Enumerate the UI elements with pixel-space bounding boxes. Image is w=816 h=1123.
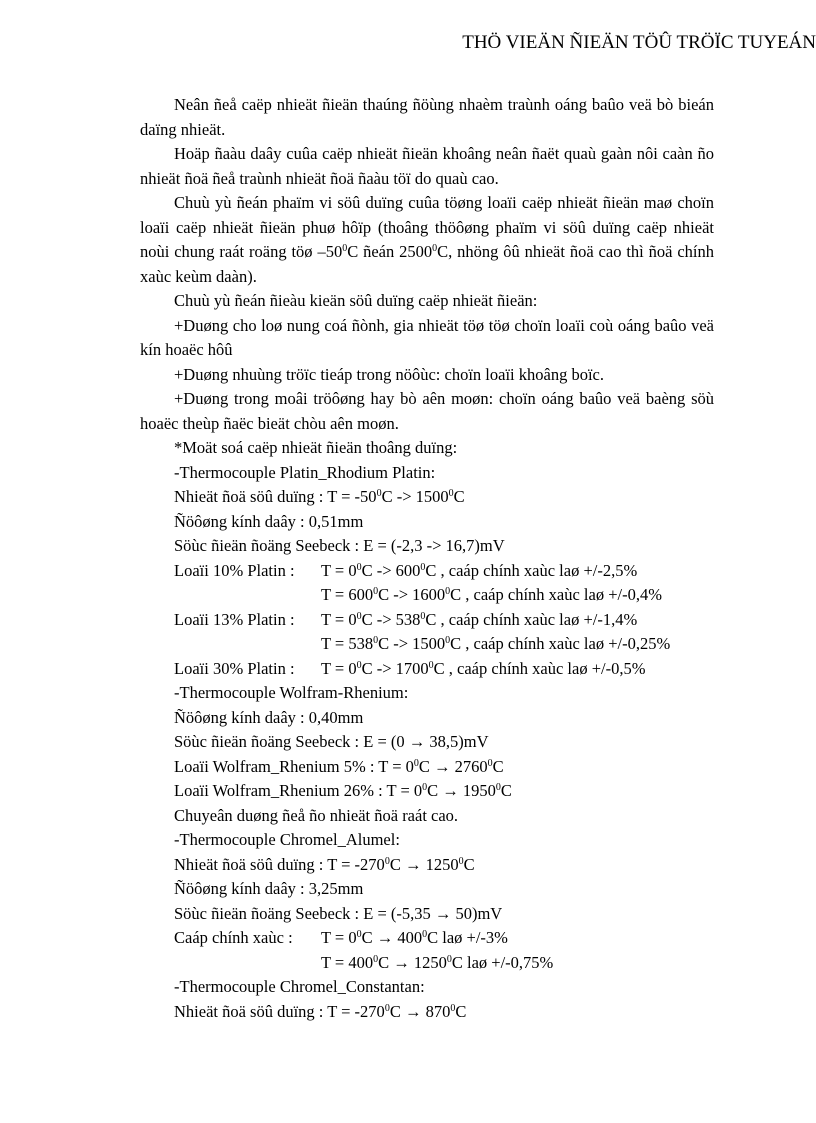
spec-line: Söùc ñieän ñoäng Seebeck : E = (-5,35 → 50)mV (174, 903, 503, 923)
degree-sup: 0 (384, 855, 390, 867)
degree-sup: 0 (446, 953, 452, 965)
spec-row (140, 926, 714, 951)
spec-label-empty (174, 632, 321, 657)
degree-sup: 0 (458, 855, 464, 867)
degree-sup: 0 (356, 561, 362, 573)
spec-line: Ñöôøng kính daây : 0,51mm (174, 511, 364, 531)
spec-line: Söùc ñieän ñoäng Seebeck : E = (-2,3 -> 16,7)mV (174, 536, 505, 555)
paragraph: Chuù yù ñeán ñieàu kieän söû duïng caëp nhieät ñieän: (174, 291, 538, 310)
degree-sup: 0 (420, 610, 426, 622)
degree-sup: 0 (342, 243, 348, 254)
degree-sup: 0 (487, 757, 493, 769)
degree-sup: 0 (373, 953, 379, 965)
spec-value: $T = 600^0C -> 1600^0C$ , caáp chính xaùc laø +/-0,4% (321, 585, 662, 604)
document-body (140, 93, 714, 1024)
spec-value: $T = 400^0C \to 1250^0C$ laø +/-0,75% (321, 952, 554, 972)
paragraph: +Duøng trong moâi tröôøng hay bò aên moøn: choïn oáng baûo veä baèng söù hoaëc theùp ñaëc bieät chòu aên moøn. (140, 389, 714, 433)
spec-row (140, 608, 714, 633)
degree-sup: 0 (445, 586, 451, 597)
spec-value: $T = 538^0C -> 1500^0C$ , caáp chính xaùc laø +/-0,25% (321, 634, 671, 653)
page-header: THÖ VIEÄN ÑIEÄN TÖÛ TRÖÏC TUYEÁN (462, 32, 816, 53)
spec-value: $T = 0^0C -> 1700^0C$ , caáp chính xaùc laø +/-0,5% (321, 658, 646, 678)
paragraph: Chuù yù ñeán phaïm vi söû duïng cuûa töøng loaïi caëp nhieät ñieän maø choïn loaïi caëp nhieät ñieän phuø hôïp (thoâng thöôøng phaïm vi söû duïng caëp nhieät noùi chung raát roäng töø $-50^0C$ ñeán 2500$^0$C, nhöng ôû nhieät ñoä cao thì ñoä chính xaùc keùm daàn). (140, 193, 714, 286)
spec-line: Söùc ñieän ñoäng Seebeck : E = (0 → 38,5)mV (174, 732, 489, 751)
paragraph: +Duøng cho loø nung coá ñònh, gia nhieät töø töø choïn loaïi coù oáng baûo veä kín hoaëc hôû (140, 315, 714, 359)
degree-sup: 0 (373, 635, 379, 646)
degree-sup: 0 (373, 586, 379, 597)
spec-row (140, 583, 714, 608)
spec-row (140, 657, 714, 682)
spec-row (140, 559, 714, 584)
degree-sup: 0 (432, 243, 438, 254)
spec-row (140, 632, 714, 657)
section-heading: -Thermocouple Chromel_Alumel: (174, 830, 400, 849)
paragraph: +Duøng nhuùng tröïc tieáp trong nöôùc: choïn loaïi khoâng boïc. (174, 364, 604, 384)
spec-line: Loaïi Wolfram_Rhenium 26% : $T = 0^0C \to 1950^0C$ (174, 781, 512, 800)
degree-sup: 0 (376, 488, 382, 499)
degree-sup: 0 (422, 782, 428, 793)
degree-sup: 0 (356, 610, 362, 622)
degree-sup: 0 (428, 659, 434, 671)
spec-line: Ñöôøng kính daây : 3,25mm (174, 879, 364, 898)
spec-line: Chuyeân duøng ñeå ño nhieät ñoä raát cao. (174, 805, 459, 825)
degree-sup: 0 (413, 757, 419, 769)
spec-value: $T = 0^0C -> 600^0C$ , caáp chính xaùc laø +/-2,5% (321, 560, 638, 580)
degree-sup: 0 (356, 659, 362, 671)
spec-value: $T = 0^0C \to 400^0C$ laø +/-3% (321, 928, 508, 947)
degree-sup: 0 (448, 488, 454, 499)
spec-line: Nhieät ñoä söû duïng : $T = -270^0C \to 1250^0C$ (174, 854, 475, 874)
spec-value: $T = 0^0C -> 538^0C$ , caáp chính xaùc laø +/-1,4% (321, 609, 638, 629)
degree-sup: 0 (384, 1002, 390, 1014)
spec-label-empty (174, 951, 321, 976)
spec-line: Loaïi Wolfram_Rhenium 5% : $T = 0^0C \to 2760^0C$ (174, 756, 504, 776)
spec-label: Caáp chính xaùc : (174, 928, 293, 947)
section-heading: -Thermocouple Platin_Rhodium Platin: (174, 462, 436, 482)
section-heading: -Thermocouple Wolfram-Rhenium: (174, 683, 409, 702)
spec-row (140, 951, 714, 976)
spec-label: Loaïi 30% Platin : (174, 658, 295, 678)
spec-label: Loaïi 13% Platin : (174, 609, 295, 629)
list-title: *Moät soá caëp nhieät ñieän thoâng duïng: (174, 438, 458, 457)
section-heading: -Thermocouple Chromel_Constantan: (174, 977, 425, 996)
spec-label: Loaïi 10% Platin : (174, 560, 295, 580)
paragraph: Neân ñeå caëp nhieät ñieän thaúng ñöùng nhaèm traùnh oáng baûo veä bò bieán daïng nhieät. (140, 95, 714, 139)
spec-line: Nhieät ñoä söû duïng : $T = -50^0C -> 1500^0C$ (174, 487, 465, 506)
degree-sup: 0 (356, 929, 362, 940)
degree-sup: 0 (422, 929, 428, 940)
spec-label-empty (174, 583, 321, 608)
degree-sup: 0 (420, 561, 426, 573)
spec-line: Nhieät ñoä söû duïng : $T = -270^0C \to 870^0C$ (174, 1001, 467, 1021)
spec-line: Ñöôøng kính daây : 0,40mm (174, 707, 364, 727)
paragraph: Hoäp ñaàu daây cuûa caëp nhieät ñieän khoâng neân ñaët quaù gaàn nôi caàn ño nhieät ñoä ñeå traùnh nhieät ñoä ñaàu töï do quaù cao. (140, 144, 714, 188)
degree-sup: 0 (445, 635, 451, 646)
degree-sup: 0 (450, 1002, 456, 1014)
degree-sup: 0 (495, 782, 501, 793)
